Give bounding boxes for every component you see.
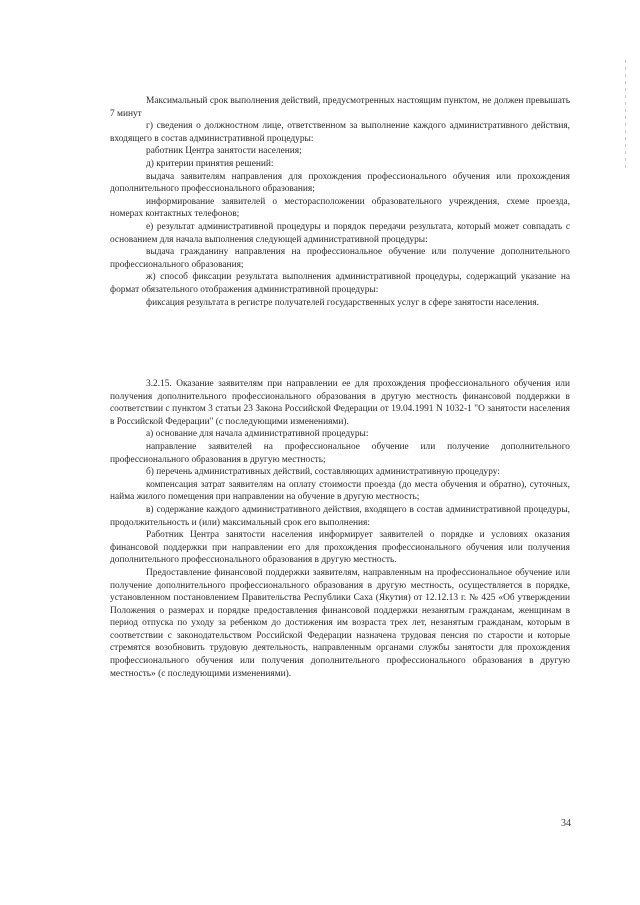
section-paragraph: 3.2.15. Оказание заявителям при направлении ее для прохождения профессионального обучения или получения дополнительного профессионального образования в другую местность финансовой поддержки в соответствии с пунктом 3 статьи 23 Закона Российской Федерации от 19.04.1991 N 1032-1 "О занятости населения в Российской Федерации" (с последующими изменениями).	[110, 379, 570, 427]
paragraph: выдача заявителям направления для прохождения профессионального обучения или прохождения дополнительного профессионального образования;	[110, 171, 570, 195]
paragraph: информирование заявителей о месторасположении образовательного учреждения, схеме проезда, номерах контактных телефонов;	[110, 196, 570, 220]
paragraph: д) критерии принятия решений:	[146, 158, 274, 169]
text-block-top	[110, 95, 570, 309]
paragraph: Работник Центра занятости населения информирует заявителей о порядке и условиях оказания финансовой поддержки при направлении его для прохождения профессионального обучения или получения дополнительного профессионального образования в другую местность.	[110, 530, 570, 566]
paragraph: а) основание для начала административной процедуры:	[146, 429, 369, 440]
paragraph: Предоставление финансовой поддержки заявителям, направленным на профессиональное обучение или получение дополнительного профессионального образования в другую местность, осуществляется в порядке, установленном постановлением Правительства Республики Саха (Якутия) от 12.12.13 г. № 425 «Об утверждении Положения о размерах и порядке предоставления финансовой поддержки незанятым гражданам, женщинам в период отпуска по уходу за ребенком до достижения им возраста трех лет, незанятым гражданам, которым в соответствии с законодательством Российской Федерации назначена трудовая пенсия по старости и которые стремятся возобновить трудовую деятельность, направленным органами службы занятости для прохождения профессионального обучения или получения дополнительного профессионального образования в другую местность» (с последующими изменениями).	[110, 567, 570, 679]
page-number: 34	[561, 818, 571, 829]
paragraph: в) содержание каждого административного действия, входящего в состав административной процедуры, продолжительность и (или) максимальный срок его выполнения:	[110, 504, 570, 528]
paragraph: ж) способ фиксации результата выполнения административной процедуры, содержащий указание на формат обязательного отображения административной процедуры:	[110, 272, 570, 295]
scan-edge-mark	[625, 60, 626, 170]
paragraph: работник Центра занятости населения;	[146, 146, 302, 157]
paragraph: фиксация результата в регистре получателей государственных услуг в сфере занятости населения.	[146, 297, 539, 308]
paragraph: е) результат административной процедуры и порядок передачи результата, который может совпадать с основанием для начала выполнения следующей административной процедуры:	[110, 221, 570, 245]
paragraph: г) сведения о должностном лице, ответственном за выполнение каждого административного действия, входящего в состав административной процедуры:	[110, 121, 570, 144]
paragraph: выдача гражданину направления на профессиональное обучение или получение дополнительного профессионального образования;	[110, 247, 570, 270]
paragraph: Максимальный срок выполнения действий, предусмотренных настоящим пунктом, не должен превышать 7 минут	[110, 96, 570, 119]
paragraph: компенсация затрат заявителям на оплату стоимости проезда (до места обучения и обратно), суточных, найма жилого помещения при направлении на обучение в другую местность;	[110, 479, 570, 503]
paragraph: б) перечень административных действий, составляющих административную процедуру:	[146, 467, 500, 478]
text-block-bottom	[110, 378, 570, 680]
paragraph: направление заявителей на профессиональное обучение или получение дополнительного профессионального образования в другую местность;	[110, 441, 570, 465]
